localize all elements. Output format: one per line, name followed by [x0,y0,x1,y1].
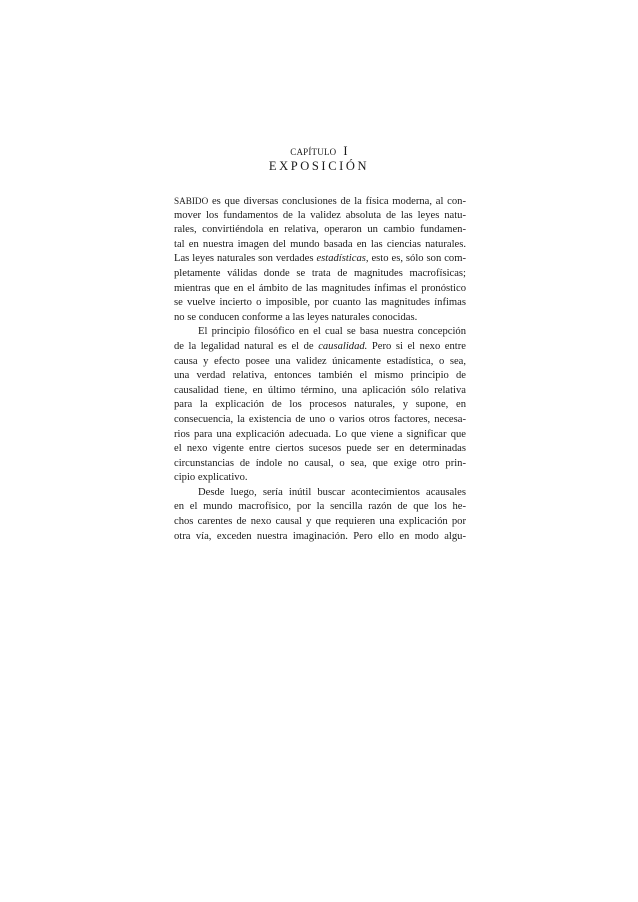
text-line: consecuencia, la existencia de uno o varios otros factores, necesa- [174,413,466,425]
text-line: rios para una explicación adecuada. Lo que viene a significar que [174,428,466,440]
chapter-title: EXPOSICIÓN [268,159,370,173]
text-line: de la legalidad natural es el de causalidad. Pero si el nexo entre [174,340,466,352]
text-line: tal en nuestra imagen del mundo basada en las ciencias naturales. [174,238,466,250]
text-line: causa y efecto posee una validez únicamente estadística, o sea, [174,355,466,367]
lead-word: SABIDO [174,196,209,206]
text-line: circunstancias de índole no causal, o sea, que exige otro prin- [174,457,466,469]
text-line: pletamente válidas donde se trata de magnitudes macrofísicas; [174,267,466,279]
text-line: mientras que en el ámbito de las magnitudes ínfimas el pronóstico [174,282,466,294]
text-line: causalidad tiene, en último término, una aplicación sólo relativa [174,384,466,396]
text-line: se vuelve incierto o imposible, por cuanto las magnitudes ínfimas [174,297,466,309]
text-line: SABIDO es que diversas conclusiones de la física moderna, al con- [174,196,466,207]
text-line: mover los fundamentos de la validez absoluta de las leyes natu- [174,209,466,221]
text-line: en el mundo macrofísico, por la sencilla razón de que los he- [174,501,466,513]
italic-term: causalidad. [318,340,368,352]
text-line: una verdad relativa, entonces también el mismo principio de [174,370,466,382]
text-line: El principio filosófico en el cual se basa nuestra concepción [198,326,466,338]
text-line: rales, convirtiéndola en relativa, operaron un cambio fundamen- [174,224,466,236]
chapter-word: CAPÍTULO [290,147,337,157]
italic-term: estadísticas, [316,253,369,265]
text-line: cipio explicativo. [174,472,248,484]
text-line: Las leyes naturales son verdades estadísticas, esto es, sólo son com- [174,253,466,265]
text-line: Desde luego, sería inútil buscar acontecimientos acausales [198,486,466,498]
text-line: no se conducen conforme a las leyes naturales conocidas. [174,311,418,323]
text-line: otra vía, exceden nuestra imaginación. Pero ello en modo algu- [174,530,466,542]
chapter-numeral: I [343,144,348,158]
text-line: chos carentes de nexo causal y que requieren una explicación por [174,516,466,528]
body-text [174,194,466,544]
text-line: el nexo vigente entre ciertos sucesos puede ser en determinadas [174,443,466,455]
text-line: para la explicación de los procesos naturales, y supone, en [174,399,466,411]
